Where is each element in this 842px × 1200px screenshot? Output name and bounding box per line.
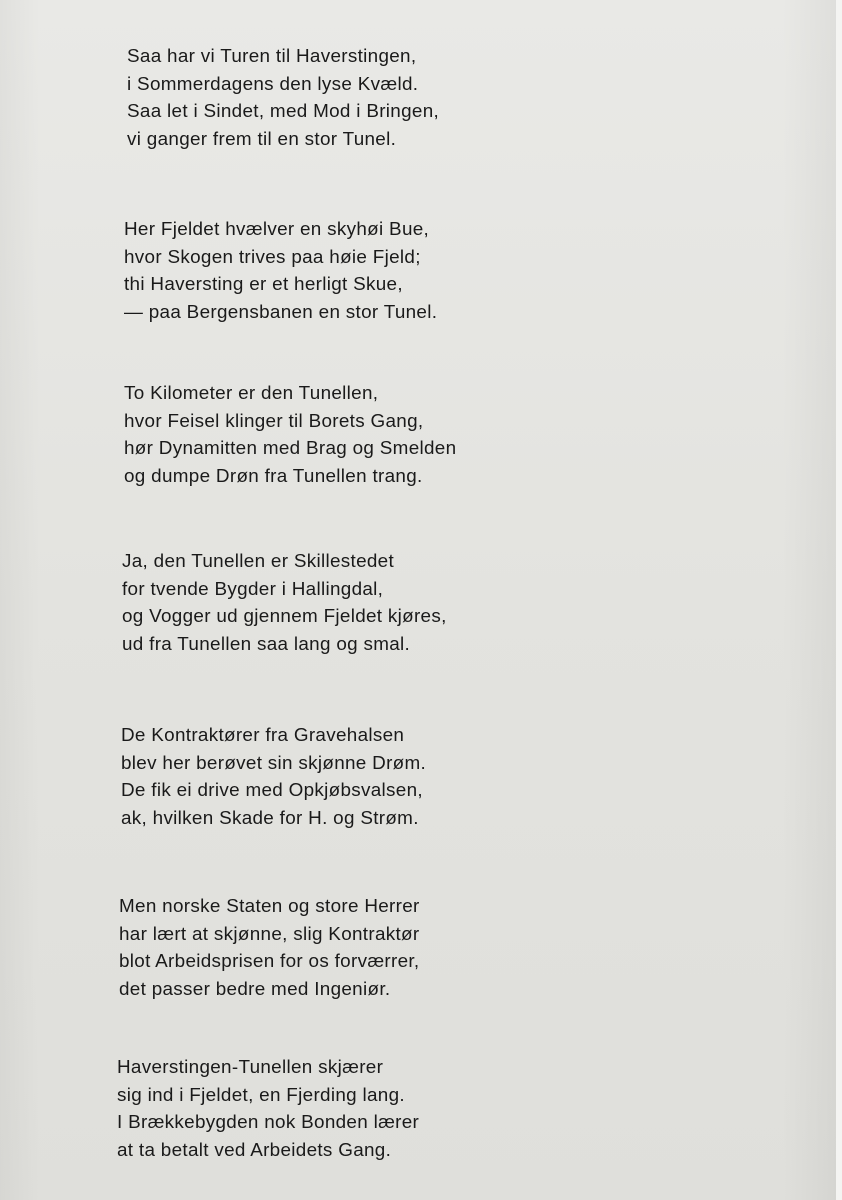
poem-line: thi Haversting er et herligt Skue, (124, 273, 403, 294)
poem-line: i Sommerdagens den lyse Kvæld. (127, 72, 419, 94)
stanza-6 (119, 892, 539, 1002)
poem-line: og dumpe Drøn fra Tunellen trang. (124, 464, 423, 486)
poem-line: Her Fjeldet hvælver en skyhøi Bue, (124, 218, 430, 239)
poem-line: Ja, den Tunellen er Skillestedet (122, 550, 395, 571)
page-edge (836, 0, 842, 1200)
stanza-4 (122, 547, 542, 657)
poem-line: hør Dynamitten med Brag og Smelden (124, 437, 457, 458)
poem-line: blev her berøvet sin skjønne Drøm. (121, 751, 427, 773)
poem-line: Saa let i Sindet, med Mod i Bringen, (127, 100, 440, 121)
poem-line: Haverstingen-Tunellen skjærer (117, 1056, 384, 1077)
poem-line: De Kontraktører fra Gravehalsen (121, 724, 405, 745)
poem-line: ak, hvilken Skade for H. og Strøm. (121, 806, 419, 828)
poem-line: Saa har vi Turen til Haverstingen, (127, 45, 417, 66)
poem-line: at ta betalt ved Arbeidets Gang. (117, 1138, 392, 1160)
poem-line: for tvende Bygder i Hallingdal, (122, 577, 384, 599)
stanza-3 (124, 379, 544, 489)
poem-line: De fik ei drive med Opkjøbsvalsen, (121, 779, 423, 800)
stanza-7 (117, 1053, 537, 1163)
poem-line: det passer bedre med Ingeniør. (119, 977, 391, 999)
poem-line: Men norske Staten og store Herrer (119, 895, 420, 916)
poem-line: I Brækkebygden nok Bonden lærer (117, 1111, 420, 1132)
stanza-5 (121, 721, 541, 831)
stanza-1 (127, 42, 547, 152)
poem-line: har lært at skjønne, slig Kontraktør (119, 922, 420, 944)
poem-line: sig ind i Fjeldet, en Fjerding lang. (117, 1083, 405, 1105)
poem-line: og Vogger ud gjennem Fjeldet kjøres, (122, 605, 447, 626)
poem-line: To Kilometer er den Tunellen, (124, 382, 379, 403)
poem-line: — paa Bergensbanen en stor Tunel. (124, 300, 438, 322)
poem-line: vi ganger frem til en stor Tunel. (127, 127, 397, 149)
poem-line: blot Arbeidsprisen for os forværrer, (119, 950, 420, 971)
poem-line: hvor Skogen trives paa høie Fjeld; (124, 245, 421, 267)
poem-line: ud fra Tunellen saa lang og smal. (122, 632, 411, 654)
stanza-2 (124, 215, 544, 325)
poem-line: hvor Feisel klinger til Borets Gang, (124, 409, 424, 431)
